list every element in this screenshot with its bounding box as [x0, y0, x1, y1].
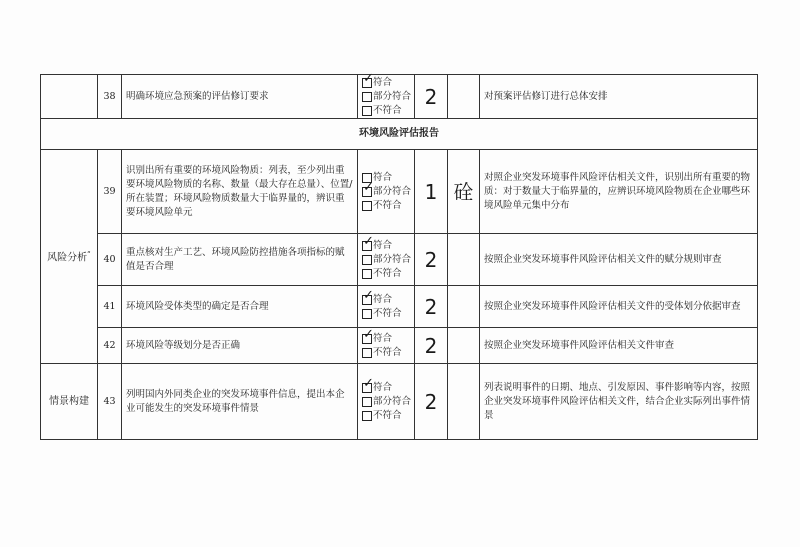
handwritten-note [448, 328, 480, 364]
handwritten-note [448, 234, 480, 286]
checkbox-icon[interactable] [362, 179, 374, 197]
checkmark-icon: ✓ [363, 179, 374, 195]
checkbox-icon[interactable] [362, 375, 374, 393]
review-basis-text: 对预案评估修订进行总体安排 [480, 75, 758, 119]
option-label: 部分符合 [373, 185, 412, 197]
handwritten-score: 2 [415, 75, 448, 119]
requirement-text: 列明国内外同类企业的突发环境事件信息，提出本企业可能发生的突发环境事件情景 [122, 364, 358, 440]
item-number: 39 [98, 150, 122, 234]
option-nonconform[interactable] [362, 199, 410, 213]
option-partial[interactable] [362, 395, 410, 409]
option-label: 符合 [373, 293, 393, 305]
checkbox-icon[interactable] [362, 326, 374, 344]
review-basis-text: 按照企业突发环境事件风险评估相关文件的赋分规则审查 [480, 234, 758, 286]
handwritten-score: 2 [415, 328, 448, 364]
option-label: 不符合 [373, 104, 402, 116]
requirement-text: 识别出所有重要的环境风险物质：列表，至少列出重要环境风险物质的名称、数量（最大存在总量）、位置/所在装置；环境风险物质数量大于临界量的，辨识重要环境风险单元 [122, 150, 358, 234]
option-nonconform[interactable] [362, 346, 410, 360]
requirement-text: 环境风险受体类型的确定是否合理 [122, 286, 358, 328]
conformity-options [358, 286, 415, 328]
requirement-text: 环境风险等级划分是否正确 [122, 328, 358, 364]
option-label: 不符合 [373, 199, 402, 211]
option-partial[interactable] [362, 253, 410, 267]
checkbox-icon[interactable] [362, 201, 372, 211]
option-conform[interactable] [362, 326, 410, 346]
option-label: 符合 [373, 171, 393, 183]
checkbox-icon[interactable] [362, 233, 374, 251]
conformity-options [358, 150, 415, 234]
review-basis-text: 按照企业突发环境事件风险评估相关文件的受体划分依据审查 [480, 286, 758, 328]
handwritten-score: 2 [415, 286, 448, 328]
checkbox-icon[interactable] [362, 70, 374, 88]
conformity-options [358, 234, 415, 286]
category-note: “ [87, 250, 91, 259]
option-conform[interactable] [362, 70, 410, 90]
item-number: 43 [98, 364, 122, 440]
table-row-41 [41, 286, 758, 328]
handwritten-score: 1 [415, 150, 448, 234]
category-label: 风险分析 [47, 252, 88, 264]
option-conform[interactable] [362, 287, 410, 307]
checkbox-icon[interactable] [362, 397, 372, 407]
checkbox-icon[interactable] [362, 287, 374, 305]
option-conform[interactable] [362, 375, 410, 395]
review-basis-text: 对照企业突发环境事件风险评估相关文件，识别出所有重要的物质：对于数量大于临界量的，应辨识环境风险物质在企业哪些环境风险单元集中分布 [480, 150, 758, 234]
checkbox-icon[interactable] [362, 309, 372, 319]
handwritten-note [448, 286, 480, 328]
option-label: 不符合 [373, 267, 402, 279]
conformity-options [358, 328, 415, 364]
item-number: 40 [98, 234, 122, 286]
handwritten-note [448, 75, 480, 119]
table-row-42 [41, 328, 758, 364]
checkbox-icon[interactable] [362, 106, 372, 116]
option-partial[interactable] [362, 90, 410, 104]
checkbox-icon[interactable] [362, 255, 372, 265]
review-basis-text: 列表说明事件的日期、地点、引发原因、事件影响等内容，按照企业突发环境事件风险评估相关文件，结合企业实际列出事件情景 [480, 364, 758, 440]
option-nonconform[interactable] [362, 267, 410, 281]
requirement-text: 重点核对生产工艺、环境风险防控措施各项指标的赋值是否合理 [122, 234, 358, 286]
table-row-43 [41, 364, 758, 440]
option-label: 不符合 [373, 307, 402, 319]
option-label: 不符合 [373, 409, 402, 421]
checkmark-icon: ✓ [363, 70, 374, 86]
option-label: 部分符合 [373, 395, 412, 407]
table-row-38 [41, 75, 758, 119]
table-row-39 [41, 150, 758, 234]
review-basis-text: 按照企业突发环境事件风险评估相关文件审查 [480, 328, 758, 364]
conformity-options [358, 70, 415, 119]
checkbox-icon[interactable] [362, 92, 372, 102]
option-label: 部分符合 [373, 90, 412, 102]
option-label: 符合 [373, 381, 393, 393]
option-label: 符合 [373, 76, 393, 88]
category-scenario: 情景构建 [41, 364, 98, 440]
checkbox-icon[interactable] [362, 269, 372, 279]
handwritten-score: 2 [415, 234, 448, 286]
checkmark-icon: ✓ [363, 233, 374, 249]
option-nonconform[interactable] [362, 409, 410, 423]
checkmark-icon: ✓ [363, 375, 374, 391]
category-risk-analysis [41, 150, 98, 364]
checkmark-icon: ✓ [363, 287, 374, 303]
checkbox-icon[interactable] [362, 348, 372, 358]
handwritten-score: 2 [415, 364, 448, 440]
handwritten-note: 硂 [448, 150, 480, 234]
option-label: 符合 [373, 332, 393, 344]
option-partial[interactable] [362, 179, 412, 199]
checkbox-icon[interactable] [362, 411, 372, 421]
item-number: 42 [98, 328, 122, 364]
review-table [40, 70, 758, 440]
section-row [41, 119, 758, 150]
category-cell-empty [41, 75, 98, 119]
option-conform[interactable] [362, 233, 410, 253]
option-label: 符合 [373, 239, 393, 251]
item-number: 38 [98, 75, 122, 119]
option-nonconform[interactable] [362, 307, 410, 321]
requirement-text: 明确环境应急预案的评估修订要求 [122, 75, 358, 119]
option-label: 部分符合 [373, 253, 412, 265]
conformity-options [358, 364, 415, 440]
table-row-40 [41, 234, 758, 286]
section-title: 环境风险评估报告 [41, 119, 758, 150]
option-label: 不符合 [373, 346, 402, 358]
handwritten-note [448, 364, 480, 440]
item-number: 41 [98, 286, 122, 328]
option-nonconform[interactable] [362, 104, 410, 118]
checkmark-icon: ✓ [363, 326, 374, 342]
